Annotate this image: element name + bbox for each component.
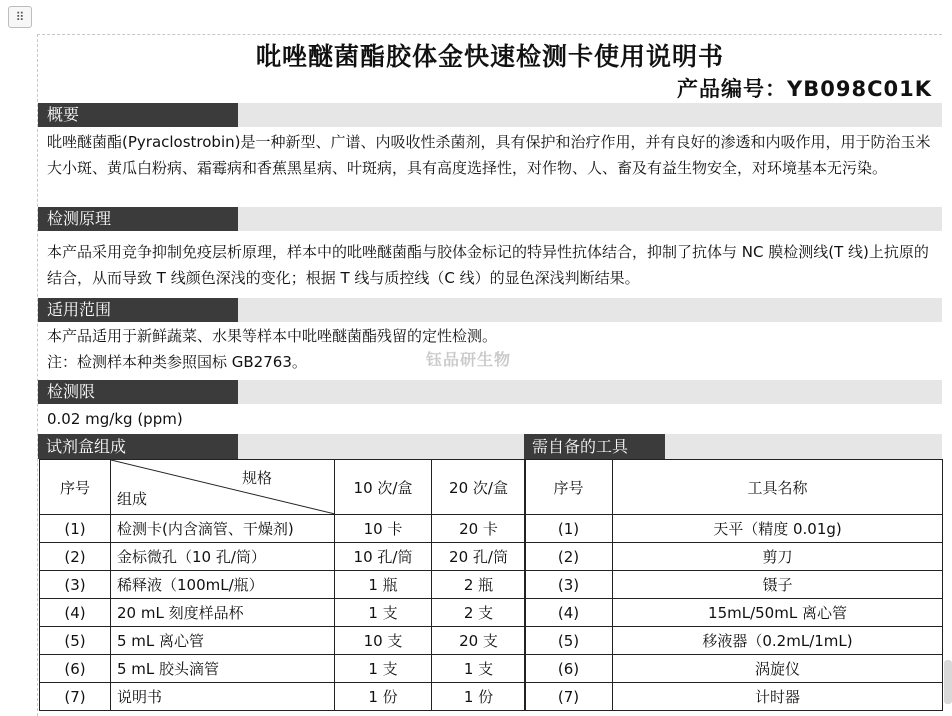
tools-row-no: (6): [525, 655, 613, 683]
kit-table-row: [40, 571, 526, 599]
limit-text: 0.02 mg/kg (ppm): [47, 410, 183, 428]
product-code: 产品编号：YB098C01K: [677, 77, 932, 101]
kit-row-20: 2 支: [432, 599, 526, 627]
kit-header-spec: 规格: [241, 469, 272, 487]
kit-row-20: 20 卡: [432, 515, 526, 543]
kit-row-no: (3): [40, 571, 111, 599]
section-bar-overview: [38, 103, 942, 127]
kit-row-name: 金标微孔（10 孔/筒）: [111, 543, 335, 571]
kit-table-row: [40, 655, 526, 683]
kit-row-name: 检测卡(内含滴管、干燥剂): [111, 515, 335, 543]
kit-row-no: (5): [40, 627, 111, 655]
kit-header-no: 序号: [40, 460, 111, 515]
tools-table-row: [525, 683, 943, 711]
section-bar-scope: [38, 298, 942, 322]
document-title: 吡唑醚菌酯胶体金快速检测卡使用说明书: [255, 42, 724, 71]
kit-header-20: 20 次/盒: [432, 460, 526, 515]
drag-handle-icon[interactable]: ⠿: [8, 6, 32, 28]
kit-row-name: 5 mL 胶头滴管: [111, 655, 335, 683]
kit-table: [39, 459, 526, 711]
kit-table-header: [40, 460, 526, 515]
overview-text: 吡唑醚菌酯(Pyraclostrobin)是一种新型、广谱、内吸收性杀菌剂，具有保护和治疗作用，并有良好的渗透和内吸作用，用于防治玉米大小斑、黄瓜白粉病、霜霉病和香蕉黑星病、叶斑病，具有高度选择性，对作物、人、畜及有益生物安全，对环境基本无污染。: [47, 133, 931, 177]
principle-text: 本产品采用竞争抑制免疫层析原理，样本中的吡唑醚菌酯与胶体金标记的特异性抗体结合，抑制了抗体与 NC 膜检测线(T 线)上抗原的结合，从而导致 T 线颜色深浅的变化；根据 T 线与质控线（C 线）的显色深浅判断结果。: [47, 243, 929, 287]
tools-table-row: [525, 571, 943, 599]
kit-row-no: (6): [40, 655, 111, 683]
section-label-tools: 需自备的工具: [524, 434, 665, 459]
kit-table-row: [40, 543, 526, 571]
section-label-limit: 检测限: [38, 380, 238, 404]
kit-row-name: 稀释液（100mL/瓶）: [111, 571, 335, 599]
kit-table-row: [40, 599, 526, 627]
kit-row-10: 1 支: [335, 599, 432, 627]
kit-row-name: 说明书: [111, 683, 335, 711]
section-bar-limit: [38, 380, 942, 404]
tools-table-row: [525, 543, 943, 571]
section-bar-principle: [38, 207, 942, 231]
kit-table-row: [40, 627, 526, 655]
scrollbar[interactable]: [944, 660, 952, 704]
kit-table-row: [40, 515, 526, 543]
tools-header-no: 序号: [525, 460, 613, 515]
tools-row-name: 移液器（0.2mL/1mL): [613, 627, 943, 655]
kit-row-10: 1 份: [335, 683, 432, 711]
kit-row-20: 2 瓶: [432, 571, 526, 599]
kit-header-10: 10 次/盒: [335, 460, 432, 515]
section-label-overview: 概要: [38, 103, 238, 127]
tools-row-name: 剪刀: [613, 543, 943, 571]
tools-row-no: (1): [525, 515, 613, 543]
kit-row-20: 1 份: [432, 683, 526, 711]
tools-row-no: (5): [525, 627, 613, 655]
document-page: [37, 34, 942, 716]
kit-row-no: (4): [40, 599, 111, 627]
tools-row-no: (7): [525, 683, 613, 711]
section-label-scope: 适用范围: [38, 298, 238, 322]
tools-row-name: 15mL/50mL 离心管: [613, 599, 943, 627]
tools-table-row: [525, 599, 943, 627]
kit-row-name: 5 mL 离心管: [111, 627, 335, 655]
tools-row-name: 镊子: [613, 571, 943, 599]
kit-header-diagonal: [111, 460, 335, 515]
tools-table-header: [525, 460, 943, 515]
section-label-principle: 检测原理: [38, 207, 238, 231]
kit-table-row: [40, 683, 526, 711]
kit-row-no: (7): [40, 683, 111, 711]
tools-row-no: (3): [525, 571, 613, 599]
kit-header-comp: 组成: [117, 490, 148, 508]
kit-row-20: 1 支: [432, 655, 526, 683]
tools-row-no: (4): [525, 599, 613, 627]
kit-row-20: 20 孔/筒: [432, 543, 526, 571]
tools-table-row: [525, 627, 943, 655]
tools-table: [524, 459, 943, 711]
kit-row-no: (1): [40, 515, 111, 543]
kit-row-10: 10 支: [335, 627, 432, 655]
kit-row-10: 10 孔/筒: [335, 543, 432, 571]
section-label-kit: 试剂盒组成: [38, 434, 238, 459]
scope-line-2: 注：检测样本种类参照国标 GB2763。: [47, 353, 307, 371]
tools-row-no: (2): [525, 543, 613, 571]
kit-row-no: (2): [40, 543, 111, 571]
tools-row-name: 天平（精度 0.01g): [613, 515, 943, 543]
kit-row-name: 20 mL 刻度样品杯: [111, 599, 335, 627]
watermark: 钰品研生物: [426, 350, 512, 369]
scope-line-1: 本产品适用于新鲜蔬菜、水果等样本中吡唑醚菌酯残留的定性检测。: [47, 327, 498, 345]
tools-row-name: 计时器: [613, 683, 943, 711]
kit-row-10: 1 支: [335, 655, 432, 683]
tools-table-row: [525, 515, 943, 543]
kit-row-20: 20 支: [432, 627, 526, 655]
kit-row-10: 10 卡: [335, 515, 432, 543]
tools-header-name: 工具名称: [613, 460, 943, 515]
tools-table-row: [525, 655, 943, 683]
tools-row-name: 涡旋仪: [613, 655, 943, 683]
kit-row-10: 1 瓶: [335, 571, 432, 599]
